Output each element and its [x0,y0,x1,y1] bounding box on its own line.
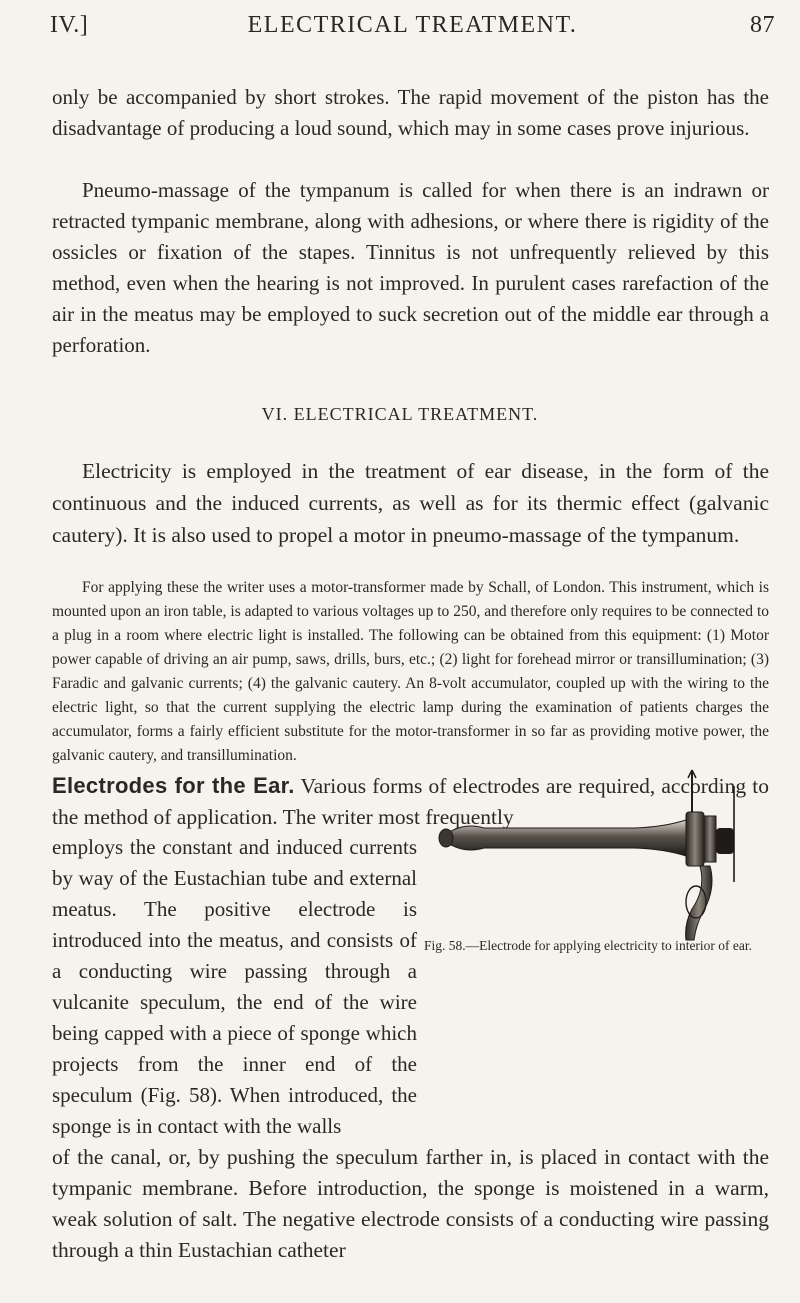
electrodes-wrapped-text: employs the constant and induced currents by way of the Eustachian tube and external meatus. The positive electrode is introduced into the meatus, and consists of a conducting wire passing through a vulcanite speculum, the end of the wire being capped with a piece of sponge which projects from the inner end of the speculum (Fig. 58). When introduced, the sponge is in contact with the walls [52,835,417,1138]
section-intro: Electricity is employed in the treatment of ear disease, in the form of the continuous and the induced currents, as well as for its thermic effect (galvanic cautery). It is also used to propel a motor in pneumo-massage of the tympanum. [52,459,769,547]
electrodes-lead-text: Various forms of electrodes are required, according to the method of application. The writer most frequently [52,774,769,829]
figure-caption [424,938,769,953]
small-print-paragraph: For applying these the writer uses a motor-transformer made by Schall, of London. This instrument, which is mounted upon an iron table, is adapted to various voltages up to 250, and therefore only requires to be connected to a plug in a room where electric light is installed. The following can be obtained from this equipment: (1) Motor power capable of driving an air pump, saws, drills, burs, etc.; (2) light for forehead mirror or transillumination; (3) Faradic and galvanic currents; (4) the galvanic cautery. An 8-volt accumulator, coupled up with the wiring to the electric light, so that the current supplying the electric lamp during the examination of patients charges the accumulator, forms a fairly efficient substitute for the motor-transformer in so far as providing motive power, the galvanic cautery, and transillumination. [52,579,769,764]
figure-label: Fig. 58. [424,938,466,953]
electrodes-heading: Electrodes for the Ear. [52,773,295,798]
figure-58-electrode [424,764,769,944]
figure-caption-text: —Electrode for applying electricity to interior of ear. [465,938,753,953]
section-heading: VI. ELECTRICAL TREATMENT. [261,404,539,424]
running-title: ELECTRICAL TREATMENT. [247,12,578,38]
running-header [50,12,775,46]
paragraph-pneumo-massage: Pneumo-massage of the tympanum is called for when there is an indrawn or retracted tympanic membrane, along with adhesions, or where there is rigidity of the ossicles or fixation of the stapes. Tinnitus is not unfrequently relieved by this method, even when the hearing is not improved. In purulent cases rarefaction of the air in the meatus may be employed to suck secretion out of the middle ear through a perforation. [52,178,769,357]
paragraph-continued: only be accompanied by short strokes. The rapid movement of the piston has the disadvantage of producing a loud sound, which may in some cases prove injurious. [52,85,769,140]
chapter-marker: IV.] [50,12,89,38]
electrodes-paragraph-rest: of the canal, or, by pushing the speculum farther in, is placed in contact with the tympanic membrane. Before introduction, the sponge is moistened in a warm, weak solution of salt. The negative electrode consists of a conducting wire passing through a thin Eustachian catheter [52,1145,769,1262]
electrode-illustration [424,764,769,944]
page-number: 87 [750,12,775,38]
